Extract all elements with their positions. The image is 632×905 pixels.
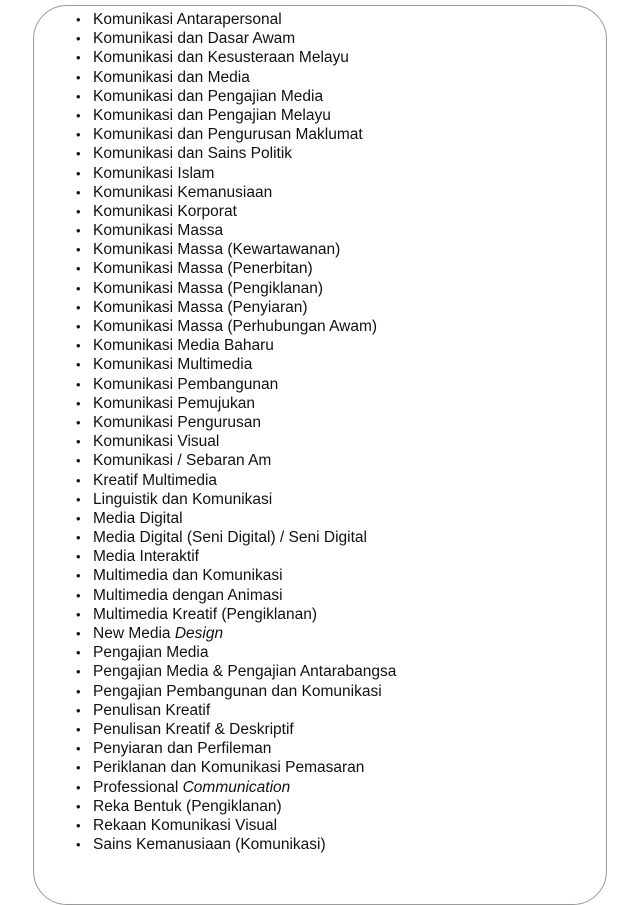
list-item [76, 682, 396, 701]
bullet-icon: • [76, 242, 81, 258]
bullet-icon: • [76, 549, 81, 565]
list-item [76, 528, 396, 547]
list-item-label: Komunikasi Kemanusiaan [93, 183, 273, 201]
list-item [76, 835, 396, 854]
list-item [76, 624, 396, 643]
list-item-label: Komunikasi dan Pengajian Media [93, 87, 324, 105]
list-item-label: Linguistik dan Komunikasi [93, 490, 273, 508]
bullet-icon: • [76, 817, 81, 833]
list-item [76, 720, 396, 739]
bullet-icon: • [76, 223, 81, 239]
list-item [76, 68, 396, 87]
list-item [76, 605, 396, 624]
list-item [76, 164, 396, 183]
list-item-label: Komunikasi Pengurusan [93, 413, 262, 431]
list-item [76, 432, 396, 451]
list-item [76, 471, 396, 490]
bullet-icon: • [76, 127, 81, 143]
list-item [76, 394, 396, 413]
bullet-icon: • [76, 319, 81, 334]
list-item-label: Pengajian Media & Pengajian Antarabangsa [93, 663, 397, 681]
bullet-icon: • [76, 664, 81, 680]
list-item-label: Komunikasi Massa (Perhubungan Awam) [93, 318, 378, 335]
list-item [76, 221, 396, 240]
bullet-icon: • [76, 280, 81, 296]
course-list [76, 10, 396, 854]
list-item [76, 48, 396, 67]
bullet-icon: • [76, 414, 81, 430]
bullet-icon: • [76, 606, 81, 622]
list-item [76, 739, 396, 758]
list-item [76, 451, 396, 470]
list-item [76, 183, 396, 202]
bullet-icon: • [76, 165, 81, 181]
bullet-icon: • [76, 50, 81, 66]
list-item-label: Komunikasi Multimedia [93, 356, 253, 374]
list-item [76, 259, 396, 278]
list-item-label: Komunikasi dan Sains Politik [93, 145, 293, 163]
list-item-label: Rekaan Komunikasi Visual [93, 816, 278, 834]
list-item [76, 106, 396, 125]
list-item-label: Komunikasi Korporat [93, 202, 237, 220]
list-item-label: Komunikasi Massa (Kewartawanan) [93, 241, 341, 259]
list-item [76, 10, 396, 29]
list-item [76, 490, 396, 509]
list-item [76, 336, 396, 355]
list-item [76, 509, 396, 528]
bullet-icon: • [76, 12, 81, 27]
list-item-label: Multimedia dan Komunikasi [93, 567, 283, 585]
bullet-icon: • [76, 837, 81, 853]
list-item [76, 202, 396, 221]
bullet-icon: • [76, 107, 81, 123]
list-item [76, 566, 396, 585]
list-item [76, 816, 396, 835]
list-item-label: New Media [93, 625, 175, 642]
list-item-label: Komunikasi dan Dasar Awam [93, 30, 296, 48]
list-item-label: Komunikasi dan Pengurusan Maklumat [93, 126, 363, 144]
bullet-icon: • [76, 741, 81, 757]
list-item-label: Komunikasi dan Kesusteraan Melayu [93, 49, 349, 67]
bullet-icon: • [76, 760, 81, 776]
list-item [76, 317, 396, 336]
list-item [76, 240, 396, 259]
bullet-icon: • [76, 587, 81, 603]
list-item [76, 662, 396, 681]
list-item [76, 778, 396, 797]
list-item-label: Multimedia dengan Animasi [93, 586, 283, 604]
bullet-icon: • [76, 184, 81, 200]
list-item-label: Komunikasi Massa (Penyiaran) [93, 298, 308, 316]
bullet-icon: • [76, 779, 81, 795]
list-item [76, 413, 396, 432]
list-item [76, 547, 396, 566]
list-item-label: Komunikasi Pemujukan [93, 394, 255, 412]
list-item-label: Professional [93, 778, 183, 796]
list-item-label: Media Digital (Seni Digital) / Seni Digital [93, 529, 367, 547]
list-item-label: Komunikasi Visual [93, 433, 220, 451]
list-item-label: Pengajian Media [93, 644, 209, 662]
bullet-icon: • [76, 299, 81, 315]
list-item [76, 797, 396, 816]
list-item-label: Reka Bentuk (Pengiklanan) [93, 797, 282, 815]
bullet-icon: • [76, 357, 81, 373]
list-item-label: Multimedia Kreatif (Pengiklanan) [93, 605, 317, 623]
list-item-label: Komunikasi Massa (Pengiklanan) [93, 279, 324, 297]
bullet-icon: • [76, 530, 81, 546]
list-item-label: Periklanan dan Komunikasi Pemasaran [93, 759, 365, 777]
bullet-icon: • [76, 798, 81, 814]
list-item [76, 701, 396, 720]
bullet-icon: • [76, 721, 81, 737]
bullet-icon: • [76, 702, 81, 718]
bullet-icon: • [76, 510, 81, 526]
list-item [76, 375, 396, 394]
bullet-icon: • [76, 203, 81, 219]
list-item-label: Komunikasi / Sebaran Am [93, 452, 272, 470]
bullet-icon: • [76, 88, 81, 104]
list-item-label: Komunikasi dan Pengajian Melayu [93, 106, 331, 124]
bullet-icon: • [76, 491, 81, 507]
bullet-icon: • [76, 568, 81, 584]
bullet-icon: • [76, 683, 81, 699]
bullet-icon: • [76, 31, 81, 47]
list-item [76, 29, 396, 48]
bullet-icon: • [76, 338, 81, 354]
list-item-label: Penyiaran dan Perfileman [93, 740, 272, 758]
list-item-label: Penulisan Kreatif [93, 701, 211, 719]
bullet-icon: • [76, 395, 81, 411]
list-item [76, 355, 396, 374]
bullet-icon: • [76, 146, 81, 162]
list-item-label-italic: Design [174, 625, 224, 642]
list-item-label: Pengajian Pembangunan dan Komunikasi [93, 682, 382, 700]
list-item [76, 298, 396, 317]
list-item-label: Media Digital [93, 509, 183, 527]
list-item [76, 586, 396, 605]
bullet-icon: • [76, 69, 81, 85]
bullet-icon: • [76, 645, 81, 661]
list-item-label-italic: Communication [182, 778, 291, 796]
list-item [76, 144, 396, 163]
list-item-label: Penulisan Kreatif & Deskriptif [93, 720, 294, 738]
list-item-label: Komunikasi dan Media [93, 68, 250, 86]
list-item-label: Komunikasi Massa (Penerbitan) [93, 260, 313, 278]
bullet-icon: • [76, 434, 81, 450]
list-item-label: Sains Kemanusiaan (Komunikasi) [93, 836, 326, 854]
list-item-label: Komunikasi Islam [93, 164, 215, 182]
bullet-icon: • [76, 376, 81, 392]
bullet-icon: • [76, 472, 81, 488]
list-item-label: Komunikasi Media Baharu [93, 337, 274, 355]
bullet-icon: • [76, 626, 81, 641]
list-item-label: Media Interaktif [93, 548, 199, 566]
list-item [76, 758, 396, 777]
list-item-label: Komunikasi Pembangunan [93, 375, 279, 393]
list-item [76, 279, 396, 298]
list-item-label: Kreatif Multimedia [93, 471, 218, 489]
bullet-icon: • [76, 453, 81, 469]
list-item-label: Komunikasi Antarapersonal [93, 11, 282, 28]
list-item [76, 87, 396, 106]
list-item-label: Komunikasi Massa [93, 222, 224, 240]
list-item [76, 125, 396, 144]
list-item [76, 643, 396, 662]
bullet-icon: • [76, 261, 81, 277]
